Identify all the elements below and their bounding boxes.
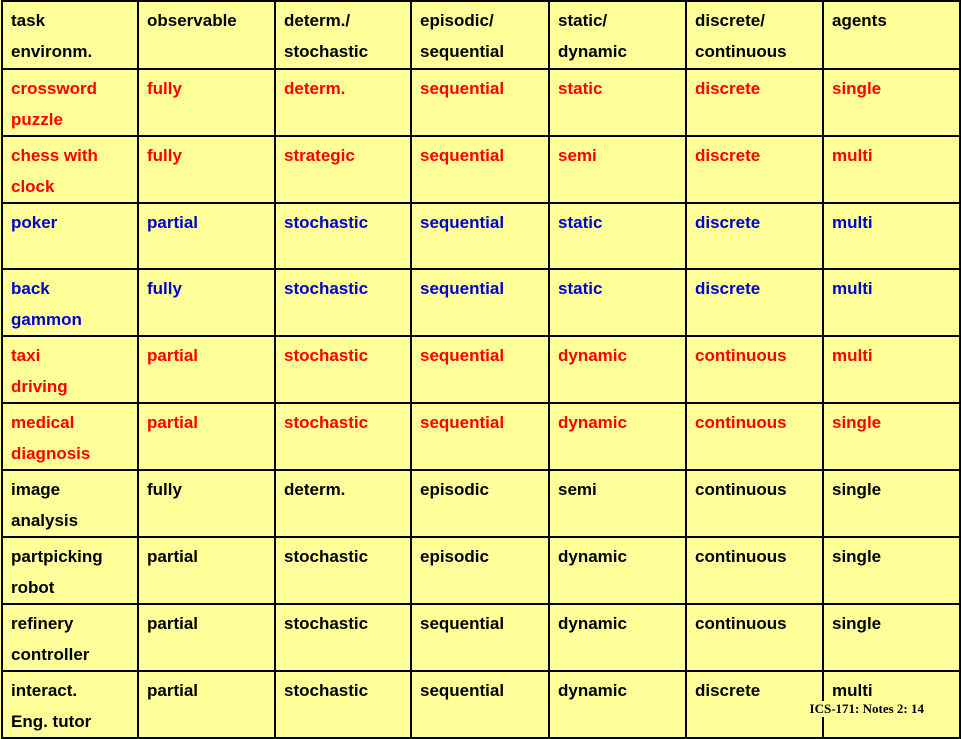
cell-observable — [138, 136, 275, 203]
cell-episodic-sequential — [411, 403, 549, 470]
cell-text-line: fully — [147, 279, 182, 298]
cell-episodic-sequential — [411, 69, 549, 136]
cell-static-dynamic — [549, 203, 686, 269]
cell-episodic-sequential — [411, 671, 549, 738]
cell-text-line: multi — [832, 346, 873, 365]
cell-text-line: stochastic — [284, 279, 369, 298]
cell-task-environment — [2, 336, 138, 403]
cell-text-line: medical — [11, 413, 75, 432]
cell-task-environment — [2, 604, 138, 671]
cell-text-line: discrete — [695, 79, 761, 98]
cell-static-dynamic — [549, 470, 686, 537]
cell-text-line: single — [832, 79, 882, 98]
table-row — [2, 269, 960, 336]
cell-static-dynamic — [549, 537, 686, 604]
cell-deterministic-stochastic — [275, 136, 411, 203]
cell-discrete-continuous — [686, 336, 823, 403]
cell-text-line: dynamic — [558, 614, 627, 633]
cell-text-line: stochastic — [284, 614, 369, 633]
cell-deterministic-stochastic — [275, 537, 411, 604]
cell-observable — [138, 470, 275, 537]
cell-deterministic-stochastic — [275, 671, 411, 738]
cell-text-line: sequential — [420, 213, 505, 232]
cell-discrete-continuous — [686, 69, 823, 136]
table-header-row — [2, 1, 960, 69]
cell-deterministic-stochastic — [275, 403, 411, 470]
cell-text-line: environm. — [11, 42, 93, 61]
cell-static-dynamic — [549, 269, 686, 336]
table-body — [2, 69, 960, 738]
cell-task-environment — [2, 269, 138, 336]
cell-text-line: image — [11, 480, 61, 499]
cell-task-environment — [2, 470, 138, 537]
cell-static-dynamic — [549, 671, 686, 738]
header-static-dynamic — [549, 1, 686, 69]
cell-deterministic-stochastic — [275, 336, 411, 403]
cell-text-line: analysis — [11, 511, 79, 530]
cell-observable — [138, 69, 275, 136]
cell-text-line: sequential — [420, 413, 505, 432]
cell-text-line: single — [832, 413, 882, 432]
cell-agents — [823, 69, 960, 136]
environment-properties-table — [1, 0, 961, 739]
cell-deterministic-stochastic — [275, 470, 411, 537]
cell-text-line: discrete/ — [695, 11, 765, 30]
cell-text-line: task — [11, 11, 46, 30]
cell-discrete-continuous — [686, 203, 823, 269]
cell-text-line: clock — [11, 177, 55, 196]
cell-task-environment — [2, 69, 138, 136]
cell-text-line: diagnosis — [11, 444, 91, 463]
cell-static-dynamic — [549, 136, 686, 203]
cell-deterministic-stochastic — [275, 269, 411, 336]
cell-text-line: poker — [11, 213, 58, 232]
cell-text-line: determ. — [284, 480, 346, 499]
cell-text-line: partial — [147, 681, 199, 700]
cell-text-line: episodic — [420, 480, 489, 499]
cell-text-line: multi — [832, 681, 873, 700]
cell-text-line: taxi — [11, 346, 41, 365]
cell-text-line: determ./ — [284, 11, 351, 30]
table-row — [2, 604, 960, 671]
cell-text-line: dynamic — [558, 42, 627, 61]
cell-agents — [823, 537, 960, 604]
cell-text-line: sequential — [420, 279, 505, 298]
cell-task-environment — [2, 537, 138, 604]
cell-text-line: Eng. tutor — [11, 712, 92, 731]
cell-text-line: driving — [11, 377, 68, 396]
cell-text-line: dynamic — [558, 346, 627, 365]
cell-text-line: continuous — [695, 547, 787, 566]
cell-text-line: crossword — [11, 79, 97, 98]
cell-text-line: stochastic — [284, 547, 369, 566]
cell-text-line: strategic — [284, 146, 355, 165]
cell-text-line: discrete — [695, 279, 761, 298]
cell-text-line: dynamic — [558, 413, 627, 432]
cell-text-line: single — [832, 480, 882, 499]
header-observable — [138, 1, 275, 69]
cell-observable — [138, 537, 275, 604]
cell-text-line: gammon — [11, 310, 82, 329]
cell-discrete-continuous — [686, 470, 823, 537]
cell-text-line: continuous — [695, 480, 787, 499]
cell-text-line: multi — [832, 279, 873, 298]
cell-text-line: discrete — [695, 146, 761, 165]
header-task-environment — [2, 1, 138, 69]
cell-text-line: discrete — [695, 681, 761, 700]
cell-text-line: refinery — [11, 614, 74, 633]
cell-text-line: static — [558, 79, 603, 98]
cell-text-line: sequential — [420, 681, 505, 700]
cell-static-dynamic — [549, 403, 686, 470]
cell-episodic-sequential — [411, 537, 549, 604]
cell-text-line: puzzle — [11, 110, 63, 129]
cell-text-line: stochastic — [284, 213, 369, 232]
cell-text-line: sequential — [420, 346, 505, 365]
cell-episodic-sequential — [411, 604, 549, 671]
cell-text-line: episodic — [420, 547, 489, 566]
cell-text-line: dynamic — [558, 681, 627, 700]
cell-episodic-sequential — [411, 470, 549, 537]
cell-text-line: stochastic — [284, 681, 369, 700]
cell-discrete-continuous — [686, 269, 823, 336]
cell-text-line: sequential — [420, 42, 505, 61]
cell-text-line: stochastic — [284, 413, 369, 432]
cell-text-line: interact. — [11, 681, 78, 700]
cell-text-line: episodic/ — [420, 11, 494, 30]
slide-footer: ICS-171: Notes 2: 14 — [809, 701, 924, 716]
cell-agents — [823, 470, 960, 537]
cell-discrete-continuous — [686, 136, 823, 203]
cell-text-line: continuous — [695, 413, 787, 432]
cell-observable — [138, 269, 275, 336]
cell-observable — [138, 604, 275, 671]
table-row — [2, 470, 960, 537]
cell-task-environment — [2, 136, 138, 203]
table-row — [2, 69, 960, 136]
cell-text-line: chess with — [11, 146, 98, 165]
cell-text-line: fully — [147, 146, 182, 165]
cell-text-line: partial — [147, 346, 199, 365]
header-discrete-continuous — [686, 1, 823, 69]
cell-agents — [823, 604, 960, 671]
cell-task-environment — [2, 403, 138, 470]
cell-text-line: sequential — [420, 79, 505, 98]
cell-text-line: multi — [832, 146, 873, 165]
cell-text-line: robot — [11, 578, 55, 597]
cell-text-line: partial — [147, 547, 199, 566]
cell-text-line: semi — [558, 146, 597, 165]
cell-text-line: sequential — [420, 146, 505, 165]
cell-text-line: sequential — [420, 614, 505, 633]
cell-static-dynamic — [549, 69, 686, 136]
cell-episodic-sequential — [411, 136, 549, 203]
cell-text-line: back — [11, 279, 50, 298]
cell-episodic-sequential — [411, 336, 549, 403]
cell-text-line: static/ — [558, 11, 608, 30]
cell-text-line: partial — [147, 614, 199, 633]
cell-text-line: continuous — [695, 346, 787, 365]
cell-static-dynamic — [549, 336, 686, 403]
table-row — [2, 136, 960, 203]
cell-text-line: partial — [147, 413, 199, 432]
cell-discrete-continuous — [686, 604, 823, 671]
cell-text-line: discrete — [695, 213, 761, 232]
cell-deterministic-stochastic — [275, 604, 411, 671]
cell-observable — [138, 336, 275, 403]
cell-text-line: fully — [147, 480, 182, 499]
table-row — [2, 403, 960, 470]
cell-text-line: partpicking — [11, 547, 103, 566]
cell-text-line: single — [832, 547, 882, 566]
cell-text-line: static — [558, 213, 603, 232]
cell-episodic-sequential — [411, 203, 549, 269]
cell-text-line: stochastic — [284, 346, 369, 365]
cell-text-line: observable — [147, 11, 237, 30]
table-row — [2, 336, 960, 403]
cell-agents — [823, 336, 960, 403]
table-row — [2, 537, 960, 604]
cell-agents — [823, 136, 960, 203]
cell-discrete-continuous — [686, 671, 823, 738]
cell-observable — [138, 671, 275, 738]
cell-text-line: continuous — [695, 614, 787, 633]
cell-text-line: partial — [147, 213, 199, 232]
header-deterministic-stochastic — [275, 1, 411, 69]
cell-text-line: multi — [832, 213, 873, 232]
header-episodic-sequential — [411, 1, 549, 69]
cell-observable — [138, 203, 275, 269]
cell-text-line: continuous — [695, 42, 787, 61]
cell-observable — [138, 403, 275, 470]
cell-text-line: controller — [11, 645, 90, 664]
table-row — [2, 203, 960, 269]
cell-agents — [823, 269, 960, 336]
cell-discrete-continuous — [686, 537, 823, 604]
cell-text-line: dynamic — [558, 547, 627, 566]
cell-task-environment — [2, 203, 138, 269]
cell-text-line: static — [558, 279, 603, 298]
cell-text-line: stochastic — [284, 42, 369, 61]
cell-agents — [823, 203, 960, 269]
cell-agents — [823, 403, 960, 470]
cell-task-environment — [2, 671, 138, 738]
cell-deterministic-stochastic — [275, 203, 411, 269]
header-agents — [823, 1, 960, 69]
cell-static-dynamic — [549, 604, 686, 671]
cell-text-line: fully — [147, 79, 182, 98]
cell-text-line: semi — [558, 480, 597, 499]
cell-discrete-continuous — [686, 403, 823, 470]
cell-episodic-sequential — [411, 269, 549, 336]
cell-text-line: agents — [832, 11, 887, 30]
cell-deterministic-stochastic — [275, 69, 411, 136]
cell-text-line: single — [832, 614, 882, 633]
cell-text-line: determ. — [284, 79, 346, 98]
